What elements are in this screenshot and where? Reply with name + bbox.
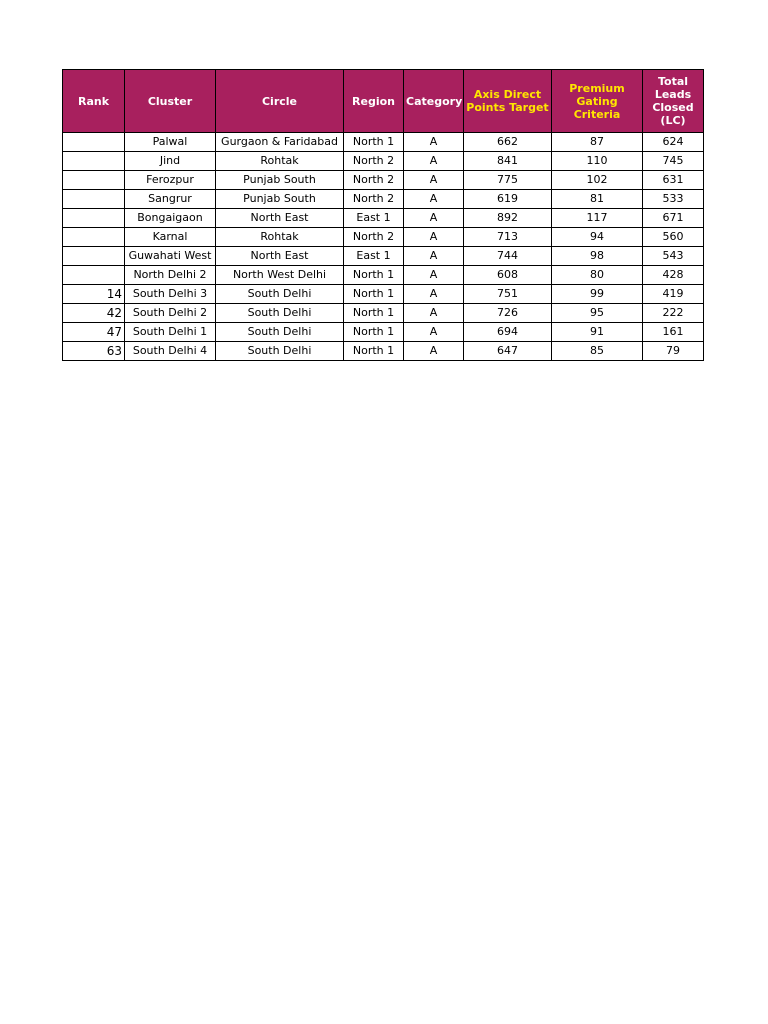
- cell-points-target: 751: [464, 285, 552, 304]
- cell-category: A: [404, 342, 464, 361]
- table-row: [63, 190, 704, 209]
- cell-category: A: [404, 190, 464, 209]
- cell-category: A: [404, 171, 464, 190]
- cell-leads-closed: 419: [643, 285, 704, 304]
- cell-circle: South Delhi: [216, 342, 344, 361]
- cell-leads-closed: 161: [643, 323, 704, 342]
- header-rank: Rank: [63, 70, 125, 133]
- cell-leads-closed: 624: [643, 133, 704, 152]
- cell-points-target: 841: [464, 152, 552, 171]
- cell-rank: [63, 266, 125, 285]
- cell-gating-criteria: 91: [552, 323, 643, 342]
- header-cluster: Cluster: [125, 70, 216, 133]
- cell-points-target: 713: [464, 228, 552, 247]
- header-points-target: Axis Direct Points Target: [464, 70, 552, 133]
- cell-cluster: South Delhi 3: [125, 285, 216, 304]
- cell-category: A: [404, 285, 464, 304]
- cell-rank: [63, 247, 125, 266]
- cell-region: North 1: [344, 266, 404, 285]
- cell-cluster: Bongaigaon: [125, 209, 216, 228]
- cell-leads-closed: 543: [643, 247, 704, 266]
- cell-region: North 1: [344, 133, 404, 152]
- cell-cluster: Ferozpur: [125, 171, 216, 190]
- cell-category: A: [404, 209, 464, 228]
- cell-category: A: [404, 228, 464, 247]
- cell-region: North 1: [344, 323, 404, 342]
- cell-points-target: 647: [464, 342, 552, 361]
- cell-points-target: 726: [464, 304, 552, 323]
- cell-leads-closed: 533: [643, 190, 704, 209]
- cell-circle: Punjab South: [216, 190, 344, 209]
- cell-points-target: 694: [464, 323, 552, 342]
- cell-cluster: Palwal: [125, 133, 216, 152]
- table-row: [63, 152, 704, 171]
- cell-gating-criteria: 94: [552, 228, 643, 247]
- cell-points-target: 662: [464, 133, 552, 152]
- header-row: [63, 70, 704, 133]
- cell-cluster: Guwahati West: [125, 247, 216, 266]
- table-row: [63, 171, 704, 190]
- table-row: [63, 133, 704, 152]
- cell-rank: [63, 133, 125, 152]
- cell-cluster: Karnal: [125, 228, 216, 247]
- cell-rank: [63, 190, 125, 209]
- cell-category: A: [404, 304, 464, 323]
- cell-rank: 14: [63, 285, 125, 304]
- cell-region: North 2: [344, 171, 404, 190]
- cell-category: A: [404, 266, 464, 285]
- cell-circle: Rohtak: [216, 228, 344, 247]
- cell-points-target: 608: [464, 266, 552, 285]
- cell-region: North 2: [344, 228, 404, 247]
- cell-region: East 1: [344, 247, 404, 266]
- cell-circle: Punjab South: [216, 171, 344, 190]
- cell-gating-criteria: 110: [552, 152, 643, 171]
- cell-gating-criteria: 80: [552, 266, 643, 285]
- cell-gating-criteria: 81: [552, 190, 643, 209]
- table-row: [63, 285, 704, 304]
- cell-region: East 1: [344, 209, 404, 228]
- cell-cluster: Jind: [125, 152, 216, 171]
- cell-leads-closed: 745: [643, 152, 704, 171]
- cell-rank: 42: [63, 304, 125, 323]
- cell-region: North 1: [344, 285, 404, 304]
- table-row: [63, 209, 704, 228]
- cell-cluster: North Delhi 2: [125, 266, 216, 285]
- cell-cluster: South Delhi 4: [125, 342, 216, 361]
- cell-rank: [63, 228, 125, 247]
- cell-points-target: 744: [464, 247, 552, 266]
- cell-circle: South Delhi: [216, 304, 344, 323]
- table-row: [63, 342, 704, 361]
- cell-cluster: South Delhi 2: [125, 304, 216, 323]
- cell-circle: North East: [216, 209, 344, 228]
- cell-circle: North East: [216, 247, 344, 266]
- header-circle: Circle: [216, 70, 344, 133]
- cell-gating-criteria: 85: [552, 342, 643, 361]
- cell-circle: South Delhi: [216, 323, 344, 342]
- header-leads-closed: Total Leads Closed (LC): [643, 70, 704, 133]
- cell-leads-closed: 631: [643, 171, 704, 190]
- cell-rank: [63, 209, 125, 228]
- table-row: [63, 266, 704, 285]
- cell-region: North 2: [344, 152, 404, 171]
- table-body: [63, 133, 704, 361]
- cell-rank: [63, 152, 125, 171]
- cell-rank: 63: [63, 342, 125, 361]
- header-category: Category: [404, 70, 464, 133]
- leads-table: [62, 69, 704, 361]
- header-gating-criteria: Premium Gating Criteria: [552, 70, 643, 133]
- table-row: [63, 304, 704, 323]
- header-region: Region: [344, 70, 404, 133]
- cell-category: A: [404, 133, 464, 152]
- cell-points-target: 775: [464, 171, 552, 190]
- table-row: [63, 247, 704, 266]
- cell-leads-closed: 428: [643, 266, 704, 285]
- cell-points-target: 892: [464, 209, 552, 228]
- cell-circle: North West Delhi: [216, 266, 344, 285]
- cell-circle: Gurgaon & Faridabad: [216, 133, 344, 152]
- cell-category: A: [404, 323, 464, 342]
- cell-category: A: [404, 152, 464, 171]
- cell-gating-criteria: 95: [552, 304, 643, 323]
- table-row: [63, 323, 704, 342]
- cell-circle: Rohtak: [216, 152, 344, 171]
- cell-leads-closed: 79: [643, 342, 704, 361]
- cell-points-target: 619: [464, 190, 552, 209]
- cell-rank: [63, 171, 125, 190]
- cell-cluster: Sangrur: [125, 190, 216, 209]
- cell-region: North 2: [344, 190, 404, 209]
- cell-rank: 47: [63, 323, 125, 342]
- cell-cluster: South Delhi 1: [125, 323, 216, 342]
- cell-gating-criteria: 98: [552, 247, 643, 266]
- cell-gating-criteria: 99: [552, 285, 643, 304]
- cell-leads-closed: 222: [643, 304, 704, 323]
- cell-gating-criteria: 102: [552, 171, 643, 190]
- cell-leads-closed: 560: [643, 228, 704, 247]
- cell-leads-closed: 671: [643, 209, 704, 228]
- cell-region: North 1: [344, 342, 404, 361]
- cell-region: North 1: [344, 304, 404, 323]
- cell-category: A: [404, 247, 464, 266]
- cell-gating-criteria: 117: [552, 209, 643, 228]
- cell-circle: South Delhi: [216, 285, 344, 304]
- table-row: [63, 228, 704, 247]
- cell-gating-criteria: 87: [552, 133, 643, 152]
